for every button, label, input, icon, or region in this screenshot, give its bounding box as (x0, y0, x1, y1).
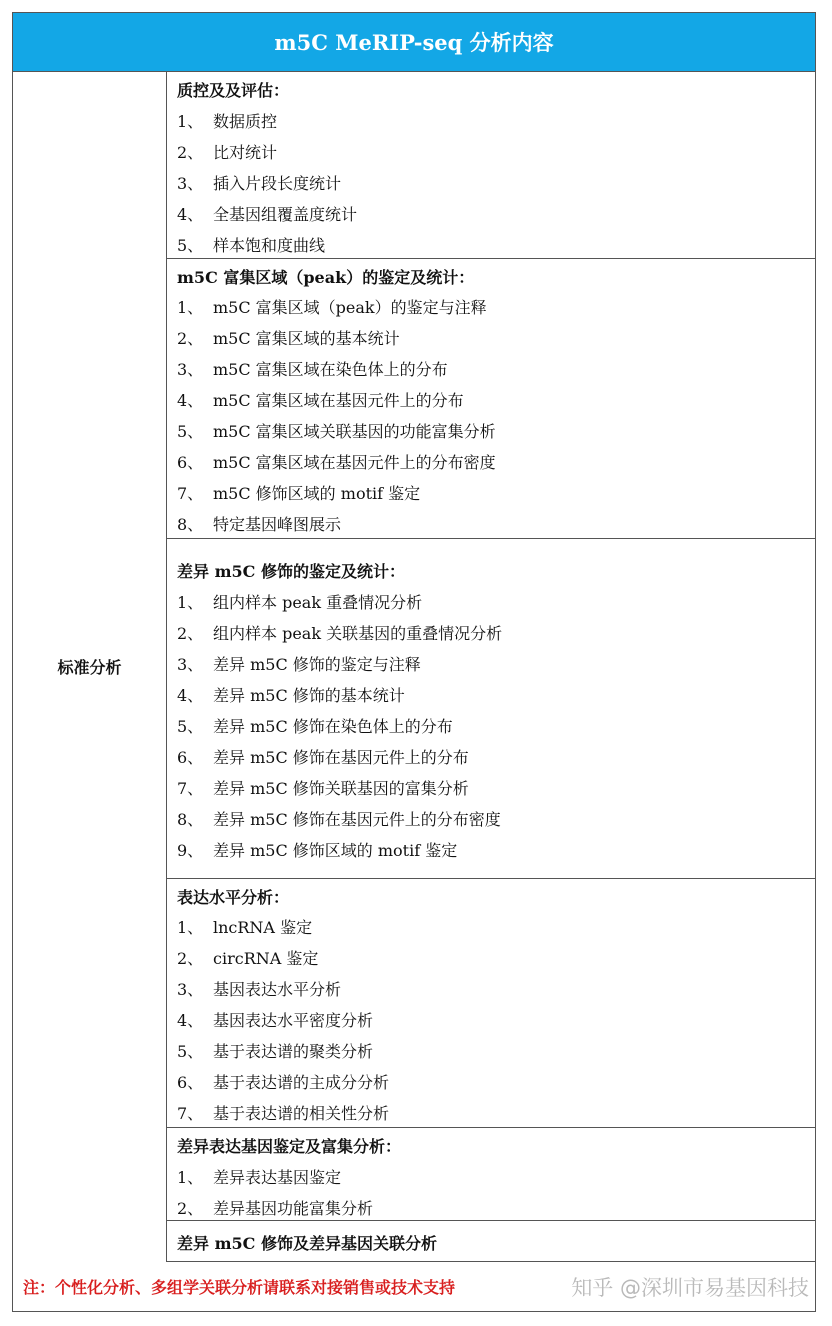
list-item: 5、 差异 m5C 修饰在染色体上的分布 (177, 717, 453, 736)
list-item: 3、 基因表达水平分析 (177, 980, 342, 999)
section-qc (167, 71, 815, 259)
list-item: 7、 差异 m5C 修饰关联基因的富集分析 (177, 779, 469, 798)
list-item: 8、 差异 m5C 修饰在基因元件上的分布密度 (177, 810, 501, 829)
list-item: 1、 差异表达基因鉴定 (177, 1168, 342, 1187)
list-item: 5、 m5C 富集区域关联基因的功能富集分析 (177, 422, 496, 441)
list-item: 2、 比对统计 (177, 143, 278, 162)
section-title: 质控及及评估： (177, 81, 290, 100)
list-item: 1、 lncRNA 鉴定 (177, 918, 313, 937)
section-title: 差异表达基因鉴定及富集分析： (177, 1137, 402, 1156)
list-item: 7、 m5C 修饰区域的 motif 鉴定 (177, 484, 421, 503)
section-title: 表达水平分析： (177, 888, 290, 907)
list-item: 6、 m5C 富集区域在基因元件上的分布密度 (177, 453, 496, 472)
list-item: 9、 差异 m5C 修饰区域的 motif 鉴定 (177, 841, 458, 860)
list-item: 6、 基于表达谱的主成分分析 (177, 1073, 390, 1092)
footer-note: 注：个性化分析、多组学关联分析请联系对接销售或技术支持 (23, 1278, 456, 1297)
section-differential-m5c (167, 539, 815, 879)
list-item: 1、 组内样本 peak 重叠情况分析 (177, 593, 423, 612)
section-title: 差异 m5C 修饰的鉴定及统计： (177, 562, 405, 581)
list-item: 7、 基于表达谱的相关性分析 (177, 1104, 390, 1123)
section-association (167, 1221, 815, 1262)
list-item: 8、 特定基因峰图展示 (177, 515, 342, 534)
list-item: 2、 差异基因功能富集分析 (177, 1199, 374, 1218)
list-item: 3、 插入片段长度统计 (177, 174, 342, 193)
analysis-content-table (12, 12, 816, 1312)
list-item: 4、 全基因组覆盖度统计 (177, 205, 358, 224)
section-title: m5C 富集区域（peak）的鉴定及统计： (177, 268, 475, 287)
list-item: 4、 m5C 富集区域在基因元件上的分布 (177, 391, 464, 410)
standard-analysis-cell (13, 71, 167, 1262)
list-item: 3、 m5C 富集区域在染色体上的分布 (177, 360, 448, 379)
section-peak (167, 259, 815, 539)
list-item: 2、 组内样本 peak 关联基因的重叠情况分析 (177, 624, 503, 643)
list-item: 4、 基因表达水平密度分析 (177, 1011, 374, 1030)
watermark: 知乎 @深圳市易基因科技 (571, 1276, 809, 1300)
footer-row (13, 1262, 815, 1311)
list-item: 2、 circRNA 鉴定 (177, 949, 319, 968)
list-item: 1、 m5C 富集区域（peak）的鉴定与注释 (177, 298, 487, 317)
list-item: 3、 差异 m5C 修饰的鉴定与注释 (177, 655, 421, 674)
section-title: 差异 m5C 修饰及差异基因关联分析 (177, 1234, 437, 1253)
list-item: 2、 m5C 富集区域的基本统计 (177, 329, 400, 348)
section-expression-level (167, 879, 815, 1128)
list-item: 1、 数据质控 (177, 112, 278, 131)
list-item: 4、 差异 m5C 修饰的基本统计 (177, 686, 405, 705)
list-item: 5、 样本饱和度曲线 (177, 236, 326, 255)
section-differential-genes (167, 1128, 815, 1221)
standard-analysis-label: 标准分析 (57, 658, 122, 677)
table-header (13, 13, 815, 72)
table-title: m5C MeRIP-seq 分析内容 (274, 30, 554, 55)
list-item: 6、 差异 m5C 修饰在基因元件上的分布 (177, 748, 469, 767)
list-item: 5、 基于表达谱的聚类分析 (177, 1042, 374, 1061)
